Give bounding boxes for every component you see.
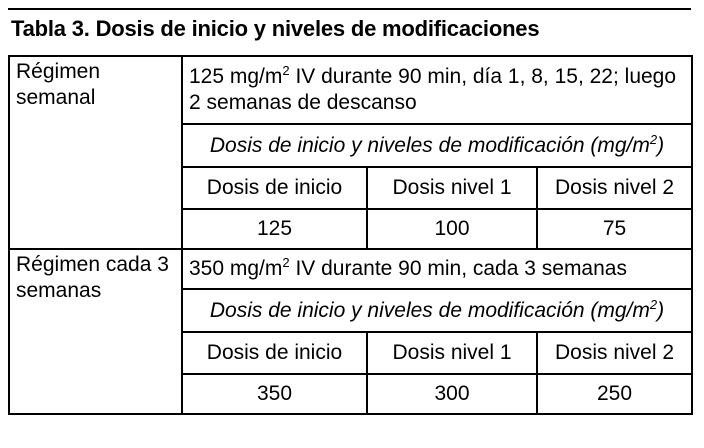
dose-levels-subheader (182, 289, 692, 332)
table-cell: 125 (182, 209, 367, 249)
table-cell: 350 (182, 374, 367, 414)
description-superscript: 2 (282, 255, 290, 270)
description-text: 350 mg/m (189, 257, 283, 280)
dosage-table (8, 55, 693, 415)
table-cell: 250 (537, 374, 692, 414)
subheader-text: ) (657, 133, 665, 157)
column-header: Dosis nivel 1 (367, 332, 537, 374)
table-row (9, 56, 692, 124)
regimen-description-3weekly (182, 249, 692, 289)
subheader-text: Dosis de inicio y niveles de modificación (mg/m (209, 298, 650, 322)
subheader-text: Dosis de inicio y niveles de modificación (mg/m (209, 133, 650, 157)
regimen-label-3weekly: Régimen cada 3 semanas (9, 249, 182, 414)
subheader-superscript: 2 (649, 131, 658, 147)
description-superscript: 2 (282, 63, 290, 78)
subheader-superscript: 2 (649, 296, 658, 312)
column-header: Dosis de inicio (182, 332, 367, 374)
table-cell: 100 (367, 209, 537, 249)
table-cell: 75 (537, 209, 692, 249)
description-text: IV durante 90 min, cada 3 semanas (289, 257, 627, 280)
column-header: Dosis nivel 2 (537, 167, 692, 209)
column-header: Dosis de inicio (182, 167, 367, 209)
regimen-description-weekly (182, 56, 692, 124)
table-cell: 300 (367, 374, 537, 414)
table-row (9, 249, 692, 289)
description-text: IV durante 90 min, día 1, 8, 15, 22; luego 2 semanas de descanso (189, 65, 677, 114)
column-header: Dosis nivel 2 (537, 332, 692, 374)
column-header: Dosis nivel 1 (367, 167, 537, 209)
regimen-label-weekly: Régimen semanal (9, 56, 182, 249)
description-text: 125 mg/m (189, 65, 283, 88)
dose-levels-subheader (182, 124, 692, 167)
table-title: Tabla 3. Dosis de inicio y niveles de modificaciones (8, 8, 691, 45)
subheader-text: ) (657, 298, 665, 322)
